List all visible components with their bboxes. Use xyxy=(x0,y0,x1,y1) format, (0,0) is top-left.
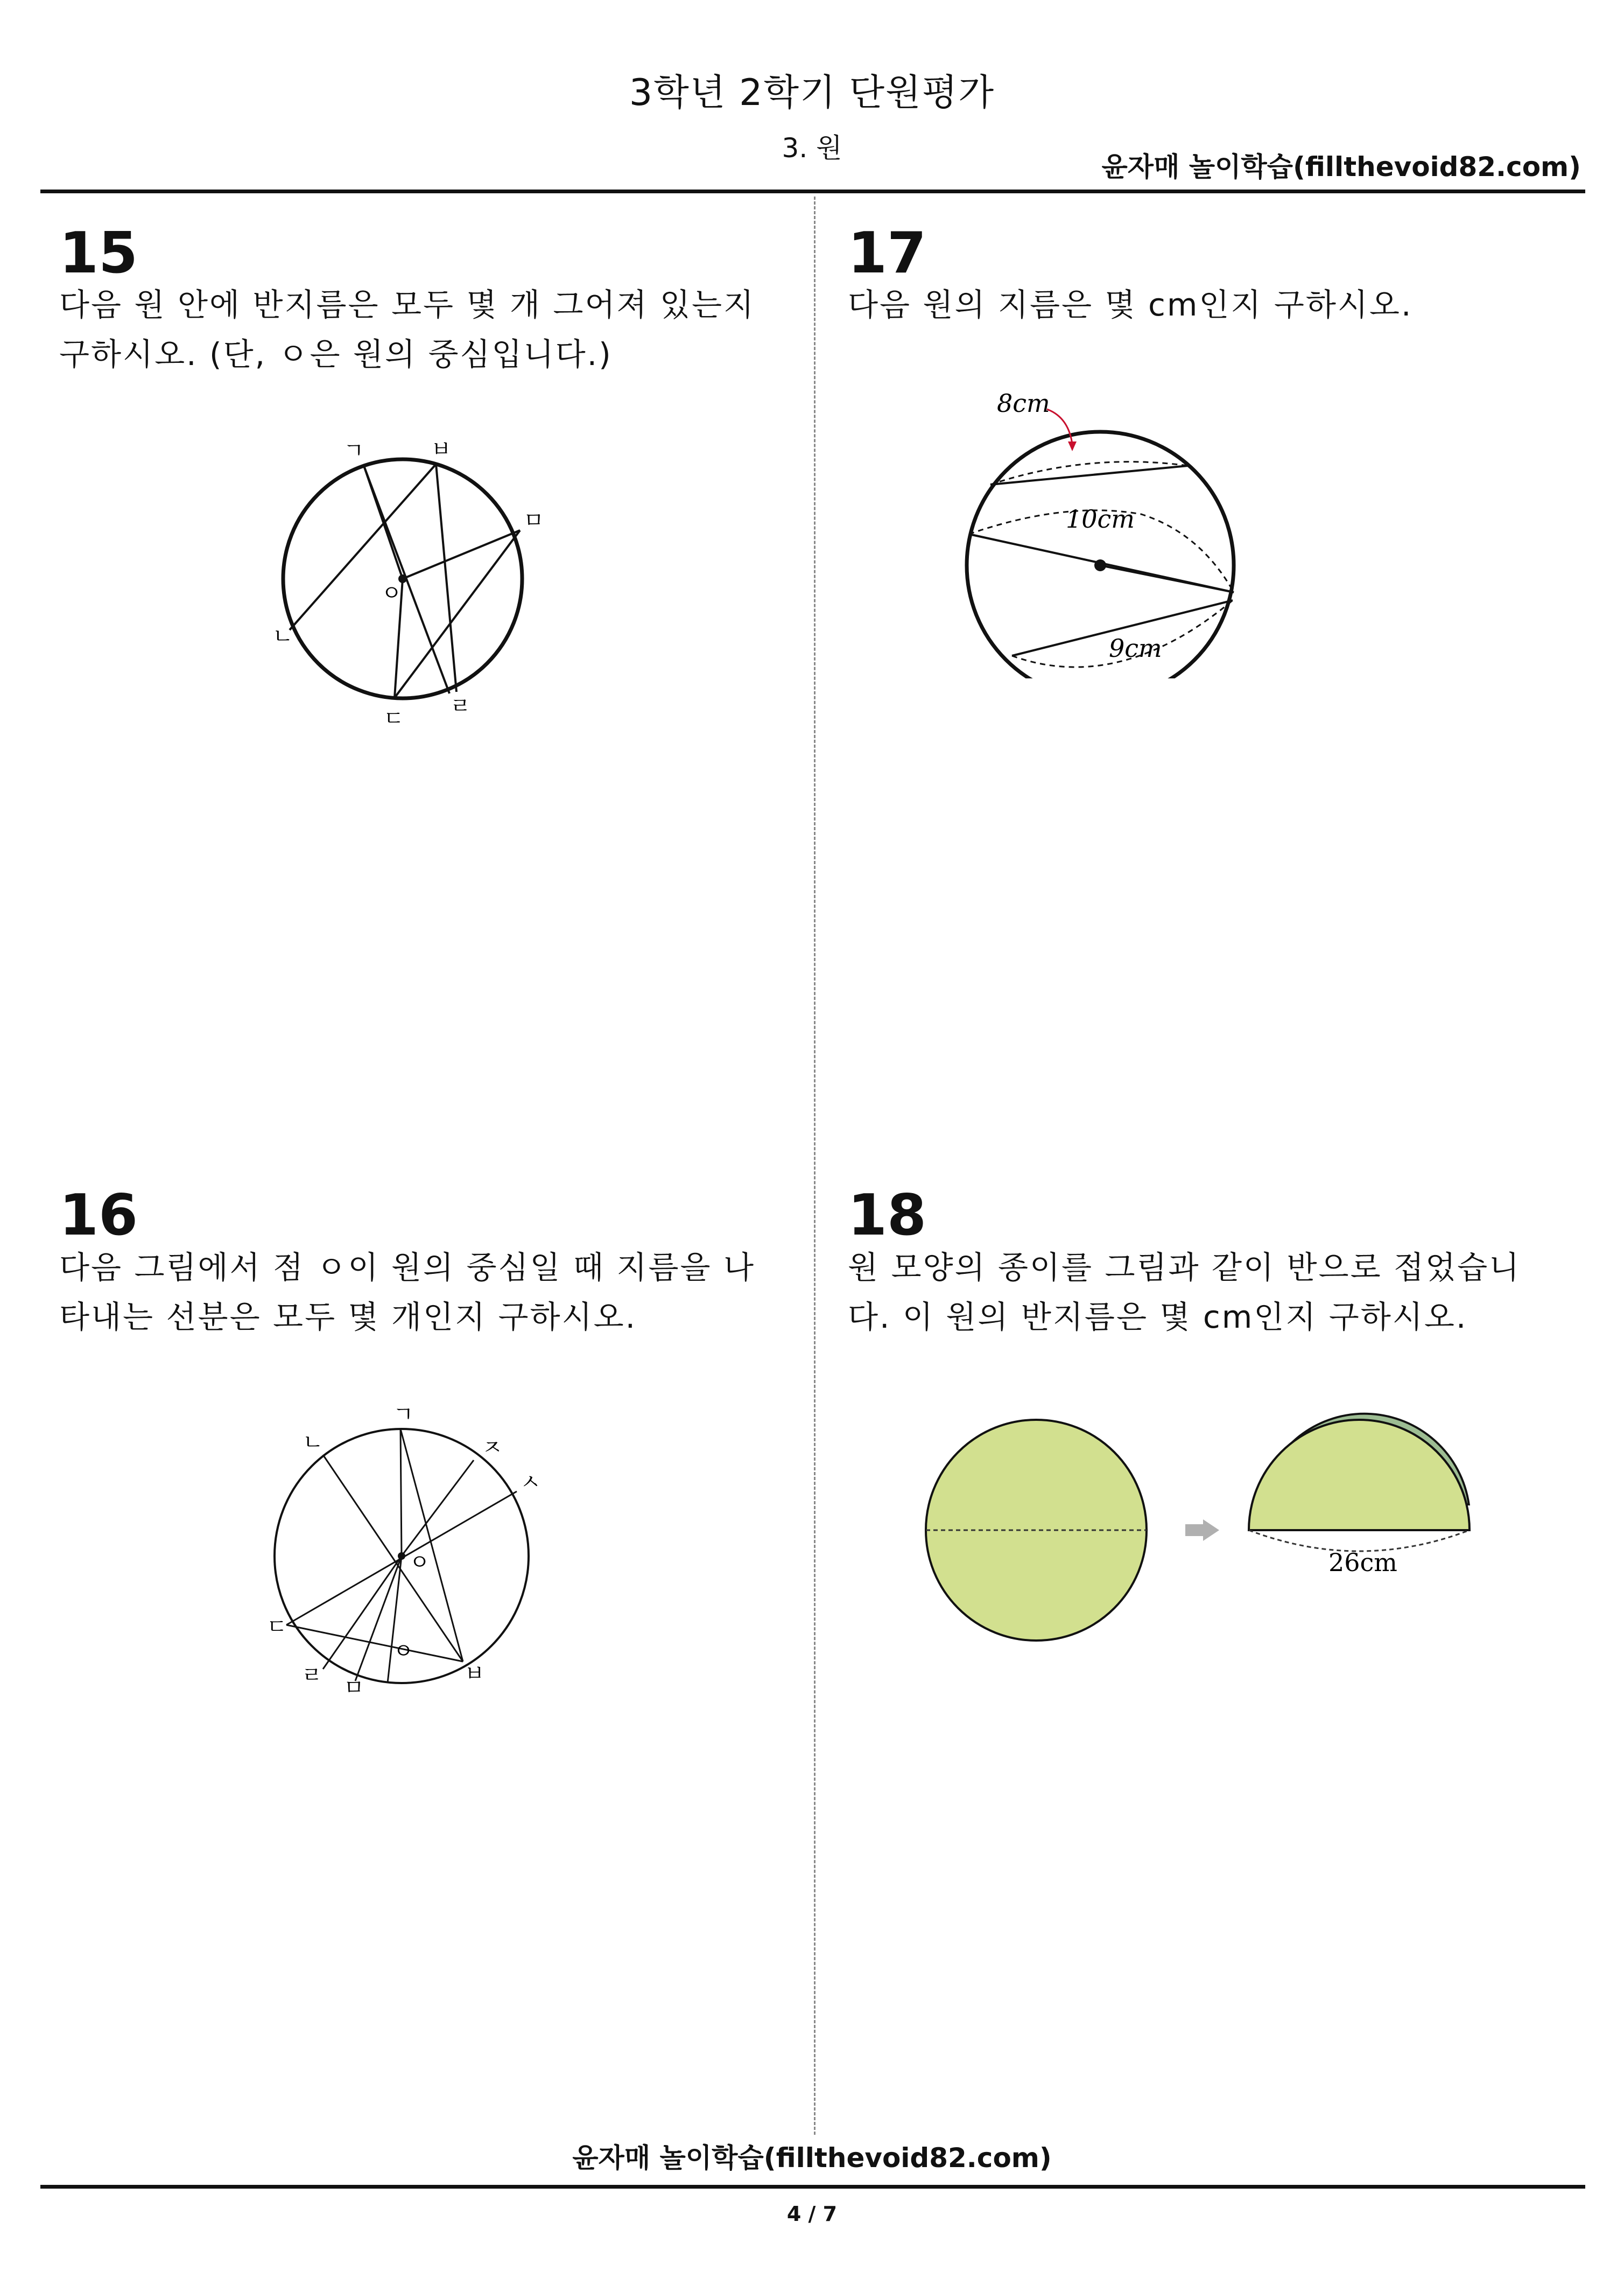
question-text: 원 모양의 종이를 그림과 같이 반으로 접었습니다. 이 원의 반지름은 몇 cm인지 구하시오. xyxy=(848,1249,1521,1335)
page-number: 4 / 7 xyxy=(786,2202,838,2226)
question-text: 다음 원의 지름은 몇 cm인지 구하시오. xyxy=(848,286,1413,323)
label-mieum: ㅁ xyxy=(523,508,544,533)
label-bieup: ㅂ xyxy=(464,1662,485,1686)
label-nieun: ㄴ xyxy=(272,624,293,649)
question-text: 다음 원 안에 반지름은 모두 몇 개 그어져 있는지 구하시오. (단, ㅇ은 원의 중심입니다.) xyxy=(59,286,756,373)
label-digeut: ㄷ xyxy=(383,706,404,731)
header-brand: 윤자매 놀이학습(fillthevoid82.com) xyxy=(1101,151,1581,183)
label-digeut: ㄷ xyxy=(266,1615,287,1639)
question-number: 16 xyxy=(59,1182,138,1248)
label-nieun: ㄴ xyxy=(303,1430,324,1455)
label-10cm: 10cm xyxy=(1066,504,1135,534)
footer-brand: 윤자매 놀이학습(fillthevoid82.com) xyxy=(572,2142,1052,2174)
q17-circle-figure xyxy=(958,377,1260,678)
label-9cm: 9cm xyxy=(1109,634,1162,663)
label-mieum: ㅁ xyxy=(343,1676,364,1696)
label-giyeok: ㄱ xyxy=(343,438,364,463)
page-subtitle: 3. 원 xyxy=(782,132,842,164)
question-text: 다음 그림에서 점 ㅇ이 원의 중심일 때 지름을 나타내는 선분은 모두 몇 개인지 구하시오. xyxy=(59,1249,756,1335)
question-number: 17 xyxy=(848,220,927,286)
label-8cm: 8cm xyxy=(997,389,1050,418)
q18-folding-figure xyxy=(910,1389,1502,1648)
label-giyeok: ㄱ xyxy=(393,1402,414,1427)
q16-circle-figure xyxy=(253,1394,554,1696)
header-divider xyxy=(40,190,1585,193)
label-siot: ㅅ xyxy=(520,1470,541,1495)
page-title: 3학년 2학기 단원평가 xyxy=(629,72,995,114)
label-bieup: ㅂ xyxy=(431,437,452,462)
label-ieung-center: ㅇ xyxy=(409,1550,430,1575)
label-ieung: ㅇ xyxy=(393,1639,414,1664)
label-26cm: 26cm xyxy=(1328,1548,1397,1577)
label-rieul: ㄹ xyxy=(450,694,471,719)
label-rieul: ㄹ xyxy=(301,1663,322,1688)
footer-divider xyxy=(40,2185,1585,2189)
label-jieut: ㅈ xyxy=(482,1435,503,1460)
question-number: 18 xyxy=(848,1182,927,1248)
column-divider xyxy=(814,197,815,2135)
question-number: 15 xyxy=(59,220,138,286)
q15-circle-figure xyxy=(258,431,560,732)
label-ieung: ㅇ xyxy=(381,581,402,606)
